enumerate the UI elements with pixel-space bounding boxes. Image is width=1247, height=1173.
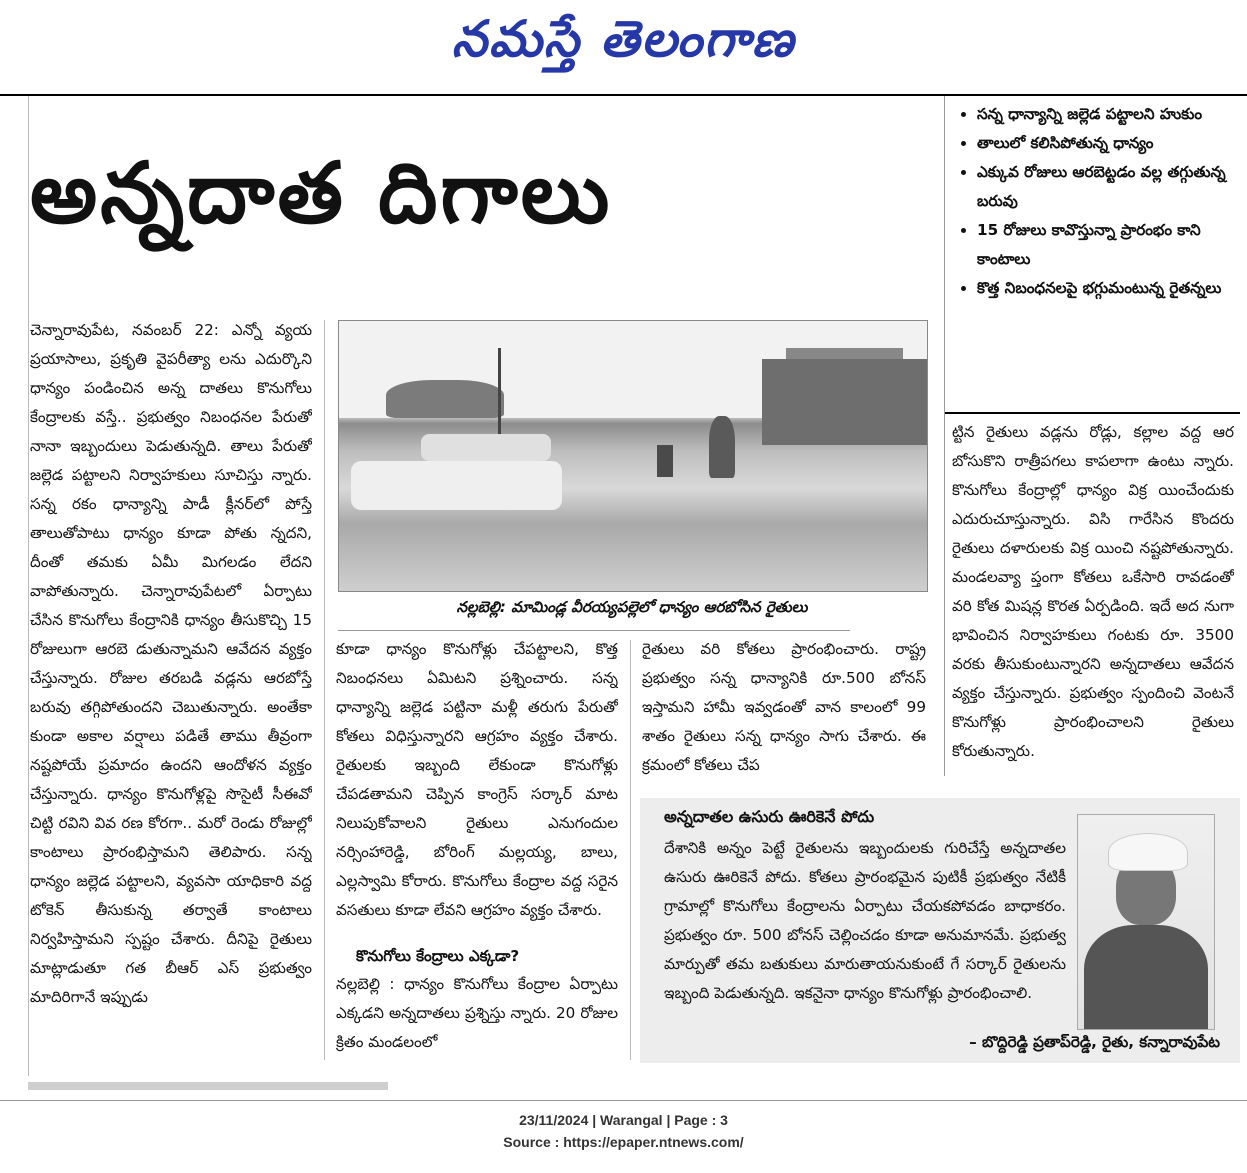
photo-caption: నల్లబెల్లి: మామిండ్ల వీరయ్యపల్లెలో ధాన్యం ఆరబోసిన రైతులు xyxy=(456,598,808,616)
subheading-purchase-centers: కొనుగోలు కేంద్రాలు ఎక్కడా? xyxy=(356,947,520,965)
article-column-4: ట్టిన రైతులు వడ్లను రోడ్లు, కల్లాల వద్ద ఆర బోసుకొని రాత్రీపగలు కాపలాగా ఉంటు న్నారు. కొనుగోలు కేంద్రాల్లో ధాన్యం విక్ర యించేందుకు ఎదురుచూస్తున్నారు. విసి గారేసిన కొందరు రైతులు దళారులకు విక్ర యించి నష్టపోతున్నారు. మండలవ్యా ప్తంగా కోతలు ఒకేసారి రావడంతో వరి కోత మిషన్ల కొరత ఏర్పడింది. ఇదే అద నుగా భావించిన నిర్వాహకులు గంటకు రూ. 3500 వరకు తీసుకుంటున్నారని అన్నదాతలు ఆవేదన వ్యక్తం చేస్తున్నారు. ప్రభుత్వం స్పందించి వెంటనే కొనుగోళ్లు ప్రారంభించాలని రైతులు కోరుతున్నారు. xyxy=(952,423,1234,760)
bullet-list xyxy=(955,100,1240,303)
bullets-bottom-rule xyxy=(945,412,1240,414)
bottom-strip xyxy=(28,1082,388,1090)
masthead-logo: నమస్తే తెలంగాణ xyxy=(451,10,796,68)
quote-heading: అన్నదాతల ఉసురు ఊరికెనే పోదు xyxy=(664,807,875,826)
masthead-rule xyxy=(0,94,1247,96)
bottom-rule xyxy=(0,1100,1247,1101)
article-column-3: రైతులు వరి కోతలు ప్రారంభించారు. రాష్ట్ర ప్రభుత్వం సన్న ధాన్యానికి రూ.500 బోనస్ ఇస్తామని హామీ ఇవ్వడంతో వాన కాలంలో 99 శాతం రైతులు సన్న ధాన్యం సాగు చేశారు. ఈ క్రమంలో కోతలు చేప xyxy=(642,640,926,774)
column-divider xyxy=(630,640,631,1060)
caption-rule xyxy=(338,630,850,631)
article-column-2-sub: నల్లబెల్లి : ధాన్యం కొనుగోలు కేంద్రాల ఏర్పాటు ఎక్కడని అన్నదాతలు ప్రశ్నిస్తు న్నారు. 20 రోజుల క్రితం మండలంలో xyxy=(336,975,618,1051)
quote-text: దేశానికి అన్నం పెట్టే రైతులను ఇబ్బందులకు గురిచేస్తే అన్నదాతల ఉసురు ఊరికెనే పోదు. కోతలు ప్రారంభమైన పుటికీ ప్రభుత్వం నేటికీ గ్రామాల్లో కొనుగోలు కేంద్రాలను ఏర్పాటు చేయకపోవడం బాధాకరం. ప్రభుత్వం రూ. 500 బోనస్ చెల్లించడం కూడా అనుమానమే. ప్రభుత్వ మార్పుతో తమ బతుకులు మారుతాయనుకుంటే గే సర్కార్ రైతులను ఇబ్బంది పెడుతున్నది. ఇకనైనా ధాన్యం కొనుగోళ్లు ప్రారంభించాలి. xyxy=(664,839,1066,1002)
footer-source: Source : https://epaper.ntnews.com/ xyxy=(503,1134,744,1150)
article-column-2: కూడా ధాన్యం కొనుగోళ్లు చేపట్టాలని, కొత్త నిబంధనలు ఏమిటని ప్రశ్నించారు. సన్న ధాన్యాన్ని జల్లెడ పట్టినా మళ్లీ తరుగు పేరుతో కోతలు విధిస్తున్నారని ఆగ్రహం వ్యక్తం చేశారు. రైతులకు ఇబ్బంది లేకుండా కొనుగోళ్లు చేపడతామని చెప్పిన కాంగ్రెస్ సర్కార్ మాట నిలుపుకోవాలని రైతులు ఎనుగందుల నర్సింహారెడ్డి, బోరింగ్ మల్లయ్య, బాలు, ఎల్లస్వామి కోరారు. కొనుగోలు కేంద్రాల వద్ద సరైన వసతులు కూడా లేవని ఆగ్రహం వ్యక్తం చేశారు. xyxy=(336,640,618,919)
article-column-1: చెన్నారావుపేట, నవంబర్ 22: ఎన్నో వ్యయ ప్రయాసాలు, ప్రకృతి వైపరీత్యా లను ఎదుర్కొని ధాన్యం పండించిన అన్న దాతలు కొనుగోలు కేంద్రాలకు వస్తే.. ప్రభుత్వం నిబంధనల పేరుతో నానా ఇబ్బందులు పెడుతున్నది. తాలు పేరుతో జల్లెడ పట్టాలని నిర్వాహకులు సూచిస్తు న్నారు. సన్న రకం ధాన్యాన్ని పాడీ క్లీనర్‌లో పోస్తే తాలుతోపాటు ధాన్యం కూడా పోతు న్నదని, దీంతో తమకు ఏమీ మిగలడం లేదని వాపోతున్నారు. చెన్నారావుపేటలో ఏర్పాటు చేసిన కొనుగోలు కేంద్రానికి ధాన్యం తీసుకొచ్చి 15 రోజులుగా ఆరబె డుతున్నామని ఆవేదన వ్యక్తం చేస్తున్నారు. రోజుల తరబడి వడ్లను ఆరబోస్తే బరువు తగ్గిపోతుందని చెబుతున్నారు. అంతేకా కుండా అకాల వర్షాలు పడితే తాము తీవ్రంగా నష్టపోయే ప్రమాదం ఉందని ఆందోళన వ్యక్తం చేస్తున్నారు. ధాన్యం కొనుగోళ్లపై సొసైటీ సీఈవో చిట్టి రవిని వివ రణ కోరగా.. మరో రెండు రోజుల్లో కాంటాలు ప్రారంభిస్తామని తెలిపారు. సన్న ధాన్యం జల్లెడ పట్టాలని, వ్యవసా యాధికారి వద్ద టోకెన్ తీసుకున్న తర్వాతే కాంటాలు నిర్వహిస్తామని స్పష్టం చేశారు. దీనిపై రైతులు మాట్లాడుతూ గత బీఆర్ ఎస్ ప్రభుత్వం మాదిరిగానే ఇప్పుడు xyxy=(30,321,312,1006)
column-divider xyxy=(324,320,325,1060)
bullet-item: • ఎక్కువ రోజులు ఆరబెట్టడం వల్ల తగ్గుతున్న బరువు xyxy=(977,158,1240,216)
farmer-portrait xyxy=(1077,814,1213,1028)
bullet-item: • 15 రోజులు కావొస్తున్నా ప్రారంభం కాని కాంటాలు xyxy=(977,216,1240,274)
bullet-item: • తాలులో కలిసిపోతున్న ధాన్యం xyxy=(977,129,1240,158)
bullet-item: • కొత్త నిబంధనలపై భగ్గుమంటున్న రైతన్నలు xyxy=(977,274,1240,303)
bullet-item: • సన్న ధాన్యాన్ని జల్లెడ పట్టాలని హుకుం xyxy=(977,100,1240,129)
headline: అన్నదాత దిగాలు xyxy=(30,144,613,242)
field-photo xyxy=(338,320,928,592)
left-border xyxy=(28,96,29,1076)
footer-date-page: 23/11/2024 | Warangal | Page : 3 xyxy=(519,1112,728,1128)
bullets-divider xyxy=(944,96,945,776)
quote-credit: – బొద్దిరెడ్డి ప్రతాప్‌రెడ్డి, రైతు, కన్నారావుపేట xyxy=(969,1033,1220,1051)
